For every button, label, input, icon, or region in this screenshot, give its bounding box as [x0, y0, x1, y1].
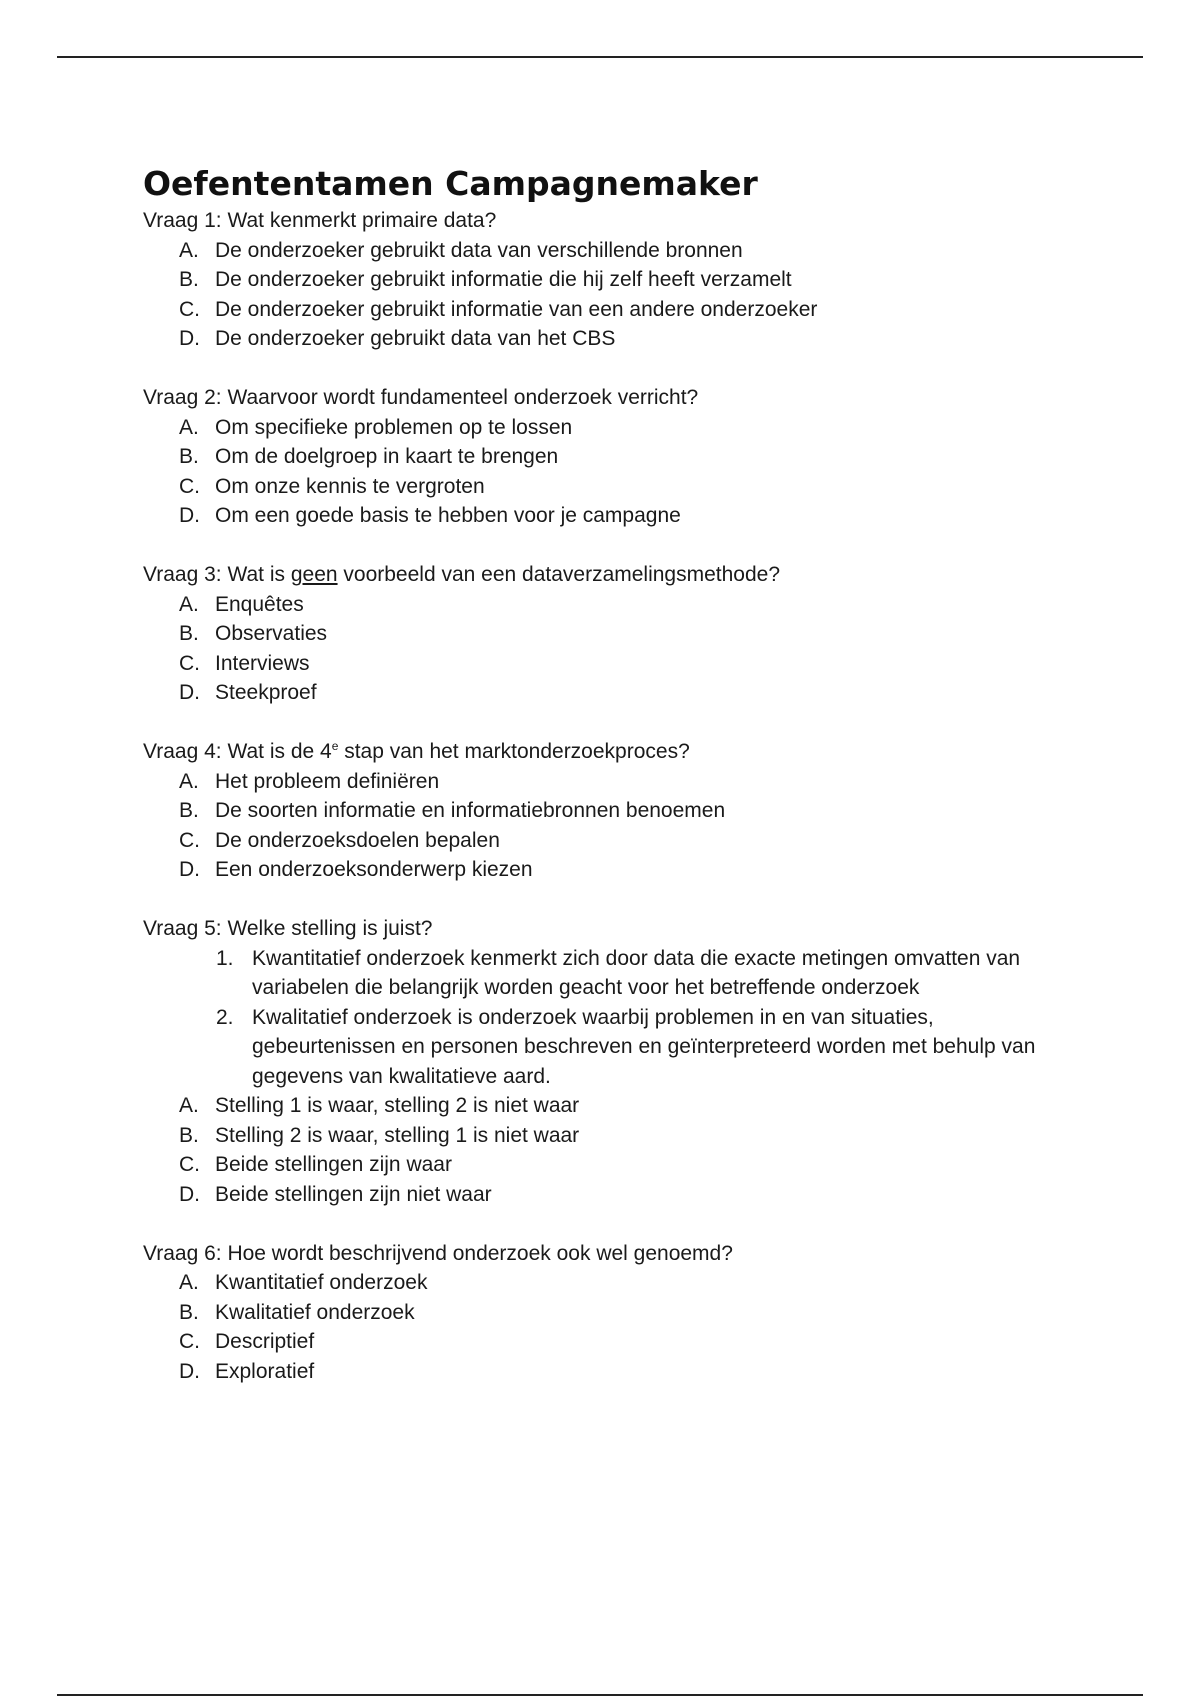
option-text: Stelling 2 is waar, stelling 1 is niet waar [215, 1123, 580, 1147]
question-2-option-c[interactable] [143, 472, 1083, 502]
option-letter: A. [179, 1271, 199, 1294]
question-4-label [143, 737, 1083, 767]
option-text: Descriptief [215, 1330, 315, 1353]
header-rule [57, 56, 1143, 58]
question-6-option-d[interactable] [143, 1357, 1083, 1387]
question-3-option-d[interactable] [143, 678, 1083, 708]
question-2 [143, 383, 1083, 531]
option-text: De onderzoeker gebruikt informatie die hij zelf heeft verzamelt [215, 268, 792, 291]
option-text: De soorten informatie en informatiebronnen benoemen [215, 799, 726, 822]
option-text: De onderzoeker gebruikt data van het CBS [215, 327, 616, 350]
footer-rule [57, 1694, 1143, 1696]
option-text: De onderzoeksdoelen bepalen [215, 828, 500, 852]
option-letter: D. [179, 681, 200, 704]
question-2-option-a[interactable] [143, 413, 1083, 443]
statement-text: Kwantitatief onderzoek kenmerkt zich door data die exacte metingen omvatten van variabelen die belangrijk worden geacht voor het betreffende onderzoek [252, 946, 1021, 999]
question-2-options [143, 413, 1083, 531]
question-5 [143, 914, 1083, 1209]
question-4-option-a[interactable] [143, 767, 1083, 797]
question-5-option-b[interactable] [143, 1121, 1083, 1151]
statement-1 [143, 944, 1083, 1003]
option-letter: A. [179, 592, 199, 616]
option-letter: B. [179, 1300, 199, 1324]
question-3-option-b[interactable] [143, 619, 1083, 649]
question-1-option-b[interactable] [143, 265, 1083, 295]
question-3-label-end: voorbeeld van een dataverzamelingsmethode? [337, 563, 781, 586]
option-letter: B. [179, 445, 199, 468]
question-3-options [143, 590, 1083, 708]
statement-2 [143, 1003, 1083, 1092]
option-text: Om onze kennis te vergroten [215, 474, 485, 498]
question-2-option-b[interactable] [143, 442, 1083, 472]
option-text: Beide stellingen zijn waar [215, 1153, 452, 1176]
option-text: Interviews [215, 651, 310, 675]
question-3-option-c[interactable] [143, 649, 1083, 679]
option-letter: C. [179, 1153, 200, 1176]
question-5-label: Vraag 5: Welke stelling is juist? [143, 917, 433, 940]
question-4-options [143, 767, 1083, 885]
option-letter: A. [179, 1094, 199, 1117]
question-1-option-d[interactable] [143, 324, 1083, 354]
question-5-option-d[interactable] [143, 1180, 1083, 1210]
question-6-label: Vraag 6: Hoe wordt beschrijvend onderzoek ook wel genoemd? [143, 1241, 733, 1265]
option-text: Om de doelgroep in kaart te brengen [215, 445, 559, 468]
question-1-label: Vraag 1: Wat kenmerkt primaire data? [143, 209, 497, 232]
option-letter: B. [179, 799, 199, 822]
option-text: Enquêtes [215, 592, 304, 616]
option-text: Om specifieke problemen op te lossen [215, 415, 573, 439]
question-3-label-start: Vraag 3: Wat is [143, 563, 291, 586]
option-letter: C. [179, 828, 200, 852]
question-2-label: Vraag 2: Waarvoor wordt fundamenteel onderzoek verricht? [143, 386, 699, 409]
question-4-option-d[interactable] [143, 855, 1083, 885]
question-5-option-a[interactable] [143, 1091, 1083, 1121]
option-letter: B. [179, 268, 199, 291]
question-1 [143, 206, 1083, 354]
option-text: De onderzoeker gebruikt informatie van een andere onderzoeker [215, 297, 818, 321]
option-letter: D. [179, 327, 200, 350]
option-text: Beide stellingen zijn niet waar [215, 1182, 492, 1206]
option-text: Kwantitatief onderzoek [215, 1271, 428, 1294]
question-4-option-c[interactable] [143, 826, 1083, 856]
statement-number: 2. [216, 1005, 234, 1029]
statement-text: Kwalitatief onderzoek is onderzoek waarbij problemen in en van situaties, gebeurtenissen en personen beschreven en geïnterpreteerd worden met behulp van gegevens van kwalitatieve aard. [252, 1005, 1036, 1088]
question-3-option-a[interactable] [143, 590, 1083, 620]
option-text: Om een goede basis te hebben voor je campagne [215, 504, 681, 527]
option-letter: C. [179, 1330, 200, 1353]
question-6-option-c[interactable] [143, 1327, 1083, 1357]
option-letter: C. [179, 474, 200, 498]
question-6 [143, 1239, 1083, 1387]
question-6-options [143, 1268, 1083, 1386]
question-4 [143, 737, 1083, 885]
question-3-label [143, 560, 1083, 590]
option-text: De onderzoeker gebruikt data van verschillende bronnen [215, 238, 743, 262]
document-title: Oefententamen Campagnemaker [143, 164, 758, 203]
option-letter: B. [179, 1123, 199, 1147]
question-1-option-c[interactable] [143, 295, 1083, 325]
option-letter: B. [179, 622, 199, 645]
question-3-emphasis: geen [290, 563, 338, 586]
question-4-option-b[interactable] [143, 796, 1083, 826]
question-5-statements [143, 944, 1083, 1092]
option-text: Exploratief [215, 1359, 315, 1383]
option-text: Een onderzoeksonderwerp kiezen [215, 858, 533, 881]
question-2-option-d[interactable] [143, 501, 1083, 531]
question-6-option-b[interactable] [143, 1298, 1083, 1328]
question-3 [143, 560, 1083, 708]
question-1-options [143, 236, 1083, 354]
option-text: Steekproef [215, 681, 317, 704]
option-letter: A. [179, 238, 199, 262]
option-letter: D. [179, 858, 200, 881]
option-letter: D. [179, 1359, 200, 1383]
option-letter: D. [179, 504, 200, 527]
question-1-option-a[interactable] [143, 236, 1083, 266]
option-text: Stelling 1 is waar, stelling 2 is niet waar [215, 1094, 580, 1117]
statement-number: 1. [216, 946, 234, 970]
question-5-option-c[interactable] [143, 1150, 1083, 1180]
option-letter: C. [179, 297, 200, 321]
option-text: Observaties [215, 622, 328, 645]
option-letter: D. [179, 1182, 200, 1206]
option-letter: A. [179, 415, 199, 439]
question-6-option-a[interactable] [143, 1268, 1083, 1298]
option-text: Kwalitatief onderzoek [215, 1300, 415, 1324]
question-5-options [143, 1091, 1083, 1209]
ordinal-suffix: e [331, 739, 339, 753]
option-text: Het probleem definiëren [215, 769, 440, 793]
document-body [143, 162, 1083, 1386]
option-letter: C. [179, 651, 200, 675]
question-4-label-end: stap van het marktonderzoekproces? [338, 740, 690, 763]
question-4-label-start: Vraag 4: Wat is de 4 [143, 740, 332, 763]
option-letter: A. [179, 769, 199, 793]
